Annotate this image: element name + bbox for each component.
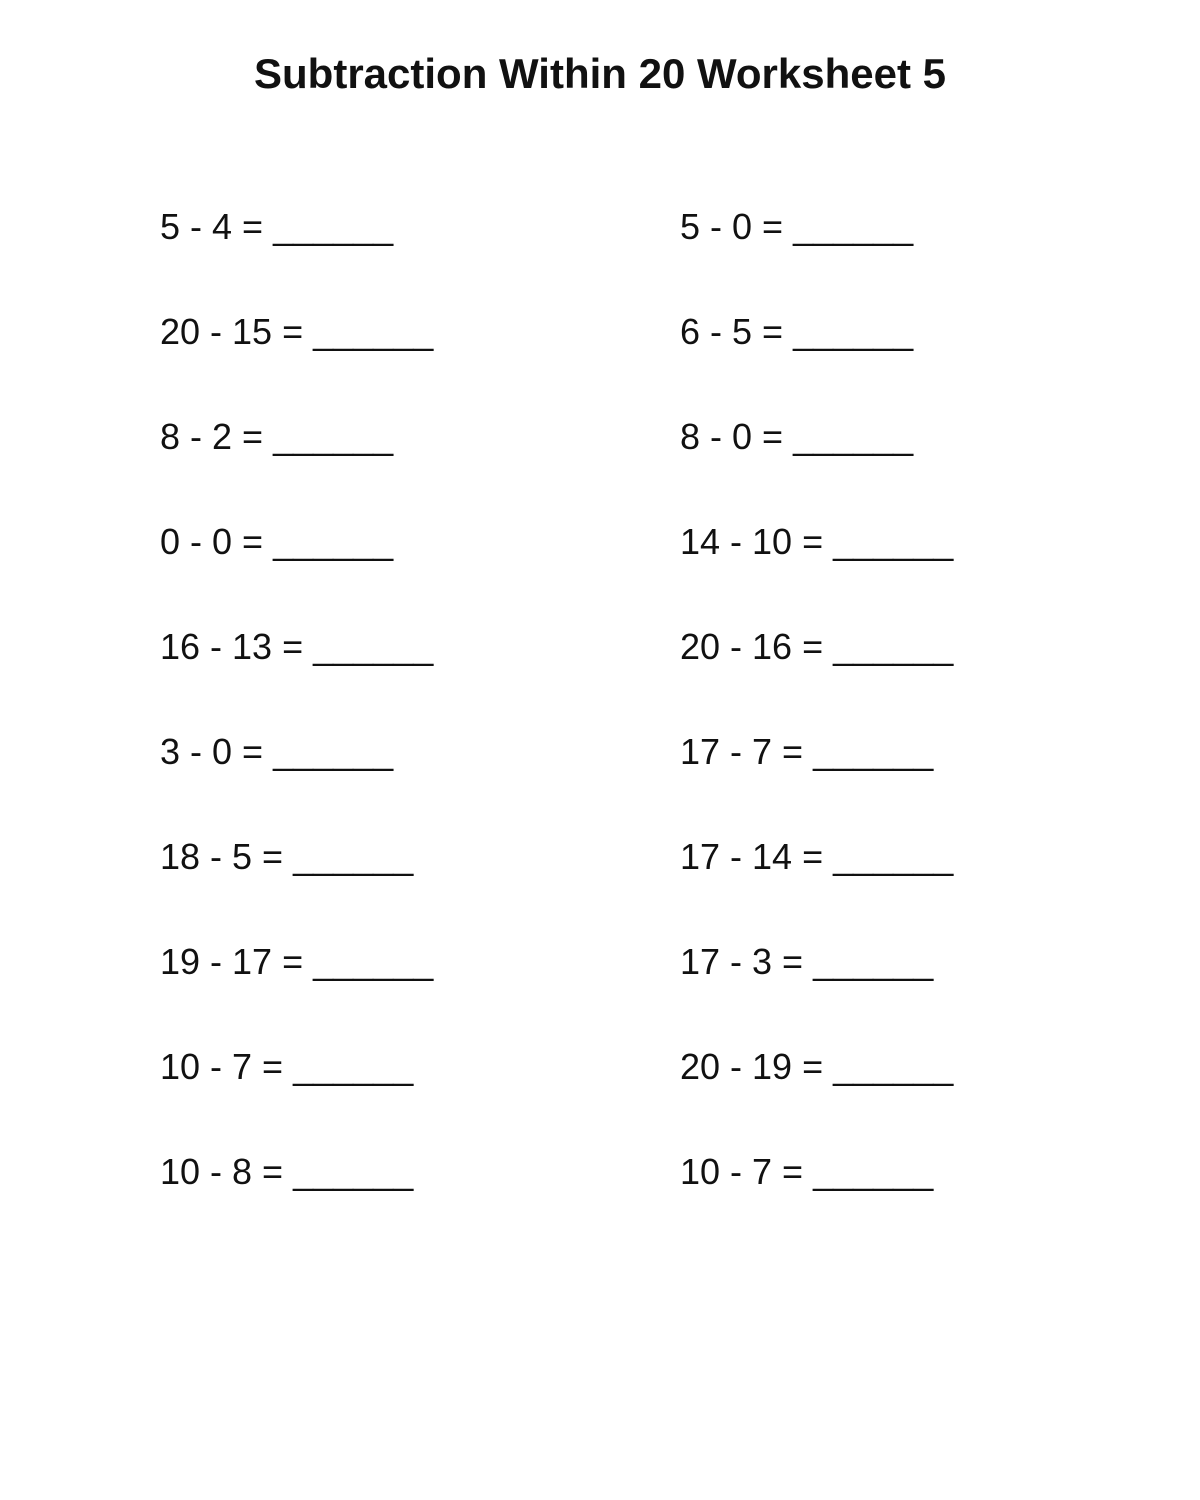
problem-18: 20 - 19 = ______ (680, 1046, 954, 1087)
problem-10: 20 - 16 = ______ (680, 626, 954, 667)
problem-6: 8 - 0 = ______ (680, 416, 914, 457)
problem-1: 5 - 4 = ______ (160, 206, 394, 247)
problem-8: 14 - 10 = ______ (680, 521, 954, 562)
problem-grid (160, 205, 1120, 1255)
problem-4: 6 - 5 = ______ (680, 311, 914, 352)
problem-2: 5 - 0 = ______ (680, 206, 914, 247)
worksheet-title: Subtraction Within 20 Worksheet 5 (254, 50, 946, 97)
problem-12: 17 - 7 = ______ (680, 731, 934, 772)
problem-17: 10 - 7 = ______ (160, 1046, 414, 1087)
problem-11: 3 - 0 = ______ (160, 731, 394, 772)
problem-19: 10 - 8 = ______ (160, 1151, 414, 1192)
problem-15: 19 - 17 = ______ (160, 941, 434, 982)
problem-16: 17 - 3 = ______ (680, 941, 934, 982)
problem-14: 17 - 14 = ______ (680, 836, 954, 877)
problem-9: 16 - 13 = ______ (160, 626, 434, 667)
problem-20: 10 - 7 = ______ (680, 1151, 934, 1192)
problem-13: 18 - 5 = ______ (160, 836, 414, 877)
problem-7: 0 - 0 = ______ (160, 521, 394, 562)
problem-5: 8 - 2 = ______ (160, 416, 394, 457)
problem-3: 20 - 15 = ______ (160, 311, 434, 352)
